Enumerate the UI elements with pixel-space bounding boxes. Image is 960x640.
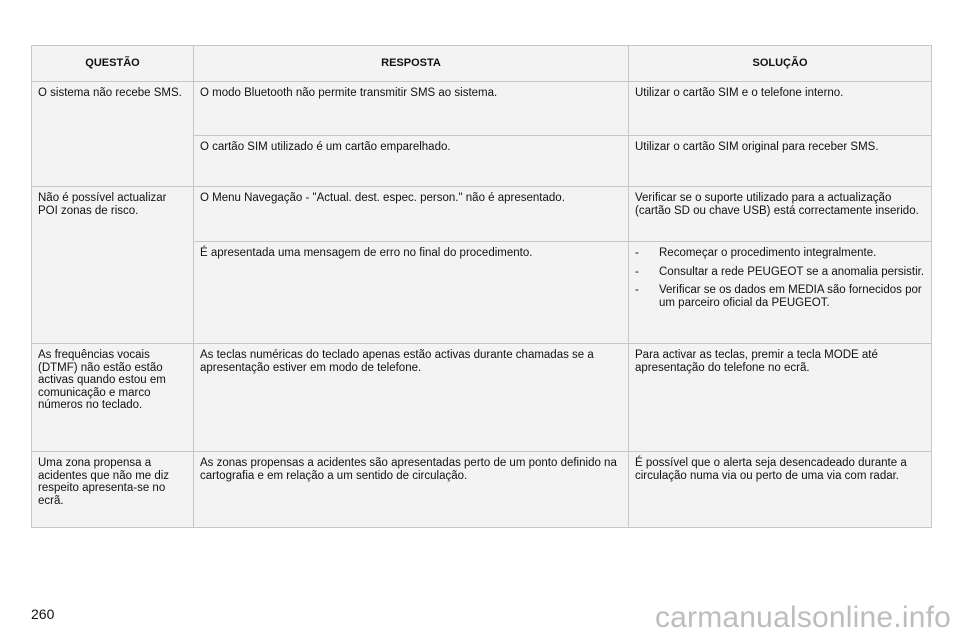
solution-cell: Utilizar o cartão SIM original para receber SMS. xyxy=(629,136,931,187)
solution-cell: Verificar se o suporte utilizado para a actualização (cartão SD ou chave USB) está correctamente inserido. xyxy=(629,187,931,242)
page-number: 260 xyxy=(31,606,55,622)
solution-list xyxy=(635,247,925,309)
answer-cell: O Menu Navegação - "Actual. dest. espec. person." não é apresentado. xyxy=(194,187,629,242)
answer-cell: O modo Bluetooth não permite transmitir SMS ao sistema. xyxy=(194,82,629,136)
solution-item-text: Verificar se os dados em MEDIA são fornecidos por um parceiro oficial da PEUGEOT. xyxy=(659,284,922,309)
solution-cell: É possível que o alerta seja desencadeado durante a circulação numa via ou perto de uma via com radar. xyxy=(635,457,907,482)
table-row xyxy=(32,452,931,527)
bullet-dash: - xyxy=(635,265,639,278)
question-cell: O sistema não recebe SMS. xyxy=(32,82,194,187)
question-cell: As frequências vocais (DTMF) não estão estão activas quando estou em comunicação e marco números no teclado. xyxy=(32,344,194,452)
solution-list-item xyxy=(635,266,925,279)
question-cell: Uma zona propensa a acidentes que não me diz respeito apresenta-se no ecrã. xyxy=(32,452,194,527)
question-cell: Não é possível actualizar POI zonas de risco. xyxy=(32,187,194,344)
solution-list-item xyxy=(635,284,925,309)
solution-cell: Para activar as teclas, premir a tecla MODE até apresentação do telefone no ecrã. xyxy=(629,344,931,452)
solution-item-text: Recomeçar o procedimento integralmente. xyxy=(659,247,877,259)
header-solution: SOLUÇÃO xyxy=(629,46,931,82)
bullet-dash: - xyxy=(635,284,639,296)
answer-cell: O cartão SIM utilizado é um cartão emparelhado. xyxy=(194,136,629,187)
solution-cell: Utilizar o cartão SIM e o telefone interno. xyxy=(629,82,931,136)
troubleshooting-table xyxy=(31,45,932,528)
header-answer: RESPOSTA xyxy=(194,46,629,82)
answer-cell: As zonas propensas a acidentes são apresentadas perto de um ponto definido na cartografia e em relação a um sentido de circulação. xyxy=(194,452,629,527)
bullet-dash: - xyxy=(635,247,639,259)
header-question: QUESTÃO xyxy=(32,46,194,82)
answer-cell: As teclas numéricas do teclado apenas estão activas durante chamadas se a apresentação estiver em modo de telefone. xyxy=(194,344,629,452)
table-header-row xyxy=(32,46,931,82)
table-row xyxy=(32,344,931,452)
solution-cell xyxy=(629,242,931,344)
solution-item-text: Consultar a rede PEUGEOT se a anomalia persistir. xyxy=(659,265,925,278)
table-row xyxy=(32,187,931,242)
answer-cell: É apresentada uma mensagem de erro no final do procedimento. xyxy=(194,242,629,344)
solution-list-item xyxy=(635,247,925,260)
table-row xyxy=(32,82,931,136)
watermark: carmanualsonline.info xyxy=(654,601,951,634)
